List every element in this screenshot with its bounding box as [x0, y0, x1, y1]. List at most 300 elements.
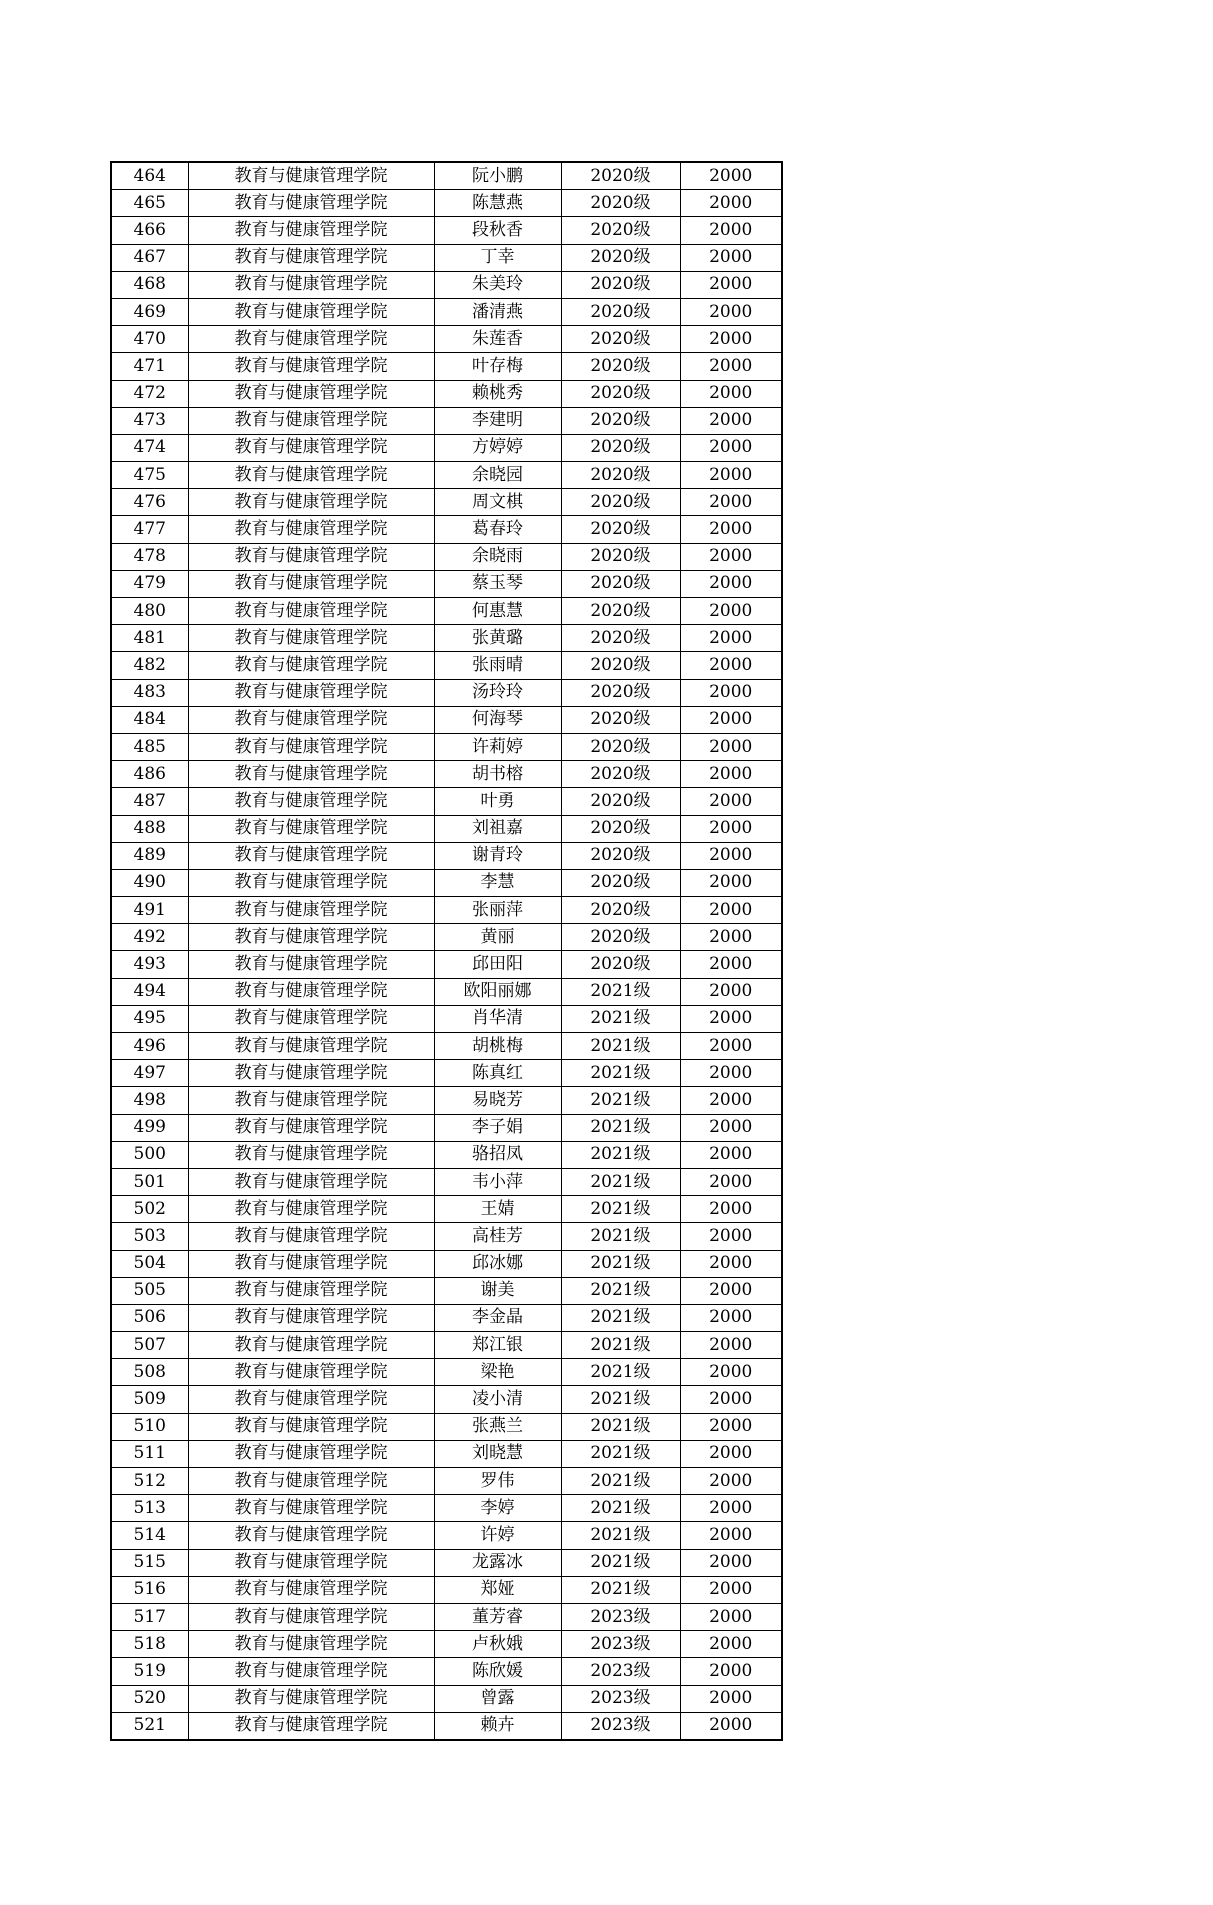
amount-cell: 2000: [680, 706, 782, 733]
table-row: [111, 869, 782, 896]
table-row: [111, 1277, 782, 1304]
student-name-cell: 李慧: [434, 869, 561, 896]
student-name-cell: 陈慧燕: [434, 190, 561, 217]
grade-cell: 2021级: [561, 1468, 680, 1495]
row-number-cell: 491: [111, 897, 188, 924]
grade-cell: 2020级: [561, 353, 680, 380]
grade-cell: 2020级: [561, 625, 680, 652]
amount-cell: 2000: [680, 842, 782, 869]
student-name-cell: 谢美: [434, 1277, 561, 1304]
table-row: [111, 1658, 782, 1685]
table-row: [111, 326, 782, 353]
amount-cell: 2000: [680, 1631, 782, 1658]
row-number-cell: 487: [111, 788, 188, 815]
table-row: [111, 1141, 782, 1168]
row-number-cell: 513: [111, 1495, 188, 1522]
grade-cell: 2023级: [561, 1658, 680, 1685]
college-cell: 教育与健康管理学院: [188, 570, 434, 597]
college-cell: 教育与健康管理学院: [188, 978, 434, 1005]
college-cell: 教育与健康管理学院: [188, 217, 434, 244]
grade-cell: 2020级: [561, 733, 680, 760]
student-name-cell: 余晓园: [434, 462, 561, 489]
student-name-cell: 余晓雨: [434, 543, 561, 570]
table-row: [111, 1332, 782, 1359]
student-name-cell: 曾露: [434, 1685, 561, 1712]
student-name-cell: 赖桃秀: [434, 380, 561, 407]
grade-cell: 2021级: [561, 1223, 680, 1250]
grade-cell: 2021级: [561, 1196, 680, 1223]
grade-cell: 2021级: [561, 1413, 680, 1440]
amount-cell: 2000: [680, 1087, 782, 1114]
student-name-cell: 葛春玲: [434, 516, 561, 543]
student-name-cell: 朱莲香: [434, 326, 561, 353]
grade-cell: 2021级: [561, 1386, 680, 1413]
college-cell: 教育与健康管理学院: [188, 625, 434, 652]
college-cell: 教育与健康管理学院: [188, 1304, 434, 1331]
college-cell: 教育与健康管理学院: [188, 1522, 434, 1549]
amount-cell: 2000: [680, 353, 782, 380]
student-name-cell: 韦小萍: [434, 1168, 561, 1195]
amount-cell: 2000: [680, 897, 782, 924]
table-row: [111, 924, 782, 951]
table-row: [111, 1304, 782, 1331]
college-cell: 教育与健康管理学院: [188, 761, 434, 788]
row-number-cell: 516: [111, 1576, 188, 1603]
amount-cell: 2000: [680, 625, 782, 652]
college-cell: 教育与健康管理学院: [188, 706, 434, 733]
college-cell: 教育与健康管理学院: [188, 1114, 434, 1141]
table-row: [111, 598, 782, 625]
amount-cell: 2000: [680, 1223, 782, 1250]
amount-cell: 2000: [680, 788, 782, 815]
row-number-cell: 473: [111, 407, 188, 434]
table-row: [111, 1522, 782, 1549]
table-body: [111, 162, 782, 1740]
amount-cell: 2000: [680, 815, 782, 842]
row-number-cell: 494: [111, 978, 188, 1005]
table-row: [111, 1168, 782, 1195]
student-name-cell: 张燕兰: [434, 1413, 561, 1440]
table-row: [111, 570, 782, 597]
student-name-cell: 叶勇: [434, 788, 561, 815]
row-number-cell: 464: [111, 162, 188, 190]
row-number-cell: 500: [111, 1141, 188, 1168]
row-number-cell: 469: [111, 298, 188, 325]
student-name-cell: 罗伟: [434, 1468, 561, 1495]
row-number-cell: 471: [111, 353, 188, 380]
college-cell: 教育与健康管理学院: [188, 1033, 434, 1060]
college-cell: 教育与健康管理学院: [188, 1250, 434, 1277]
student-name-cell: 李建明: [434, 407, 561, 434]
table-row: [111, 1386, 782, 1413]
row-number-cell: 495: [111, 1005, 188, 1032]
college-cell: 教育与健康管理学院: [188, 298, 434, 325]
grade-cell: 2020级: [561, 326, 680, 353]
row-number-cell: 508: [111, 1359, 188, 1386]
amount-cell: 2000: [680, 380, 782, 407]
college-cell: 教育与健康管理学院: [188, 1087, 434, 1114]
row-number-cell: 492: [111, 924, 188, 951]
amount-cell: 2000: [680, 679, 782, 706]
row-number-cell: 482: [111, 652, 188, 679]
amount-cell: 2000: [680, 543, 782, 570]
grade-cell: 2021级: [561, 1359, 680, 1386]
grade-cell: 2023级: [561, 1603, 680, 1630]
row-number-cell: 479: [111, 570, 188, 597]
college-cell: 教育与健康管理学院: [188, 842, 434, 869]
amount-cell: 2000: [680, 462, 782, 489]
grade-cell: 2021级: [561, 1576, 680, 1603]
student-name-cell: 何海琴: [434, 706, 561, 733]
college-cell: 教育与健康管理学院: [188, 1685, 434, 1712]
college-cell: 教育与健康管理学院: [188, 380, 434, 407]
amount-cell: 2000: [680, 978, 782, 1005]
amount-cell: 2000: [680, 761, 782, 788]
college-cell: 教育与健康管理学院: [188, 543, 434, 570]
college-cell: 教育与健康管理学院: [188, 733, 434, 760]
row-number-cell: 512: [111, 1468, 188, 1495]
grade-cell: 2020级: [561, 380, 680, 407]
table-row: [111, 217, 782, 244]
grade-cell: 2020级: [561, 924, 680, 951]
grade-cell: 2021级: [561, 1087, 680, 1114]
row-number-cell: 470: [111, 326, 188, 353]
grade-cell: 2020级: [561, 462, 680, 489]
student-name-cell: 谢青玲: [434, 842, 561, 869]
table-row: [111, 1495, 782, 1522]
row-number-cell: 496: [111, 1033, 188, 1060]
row-number-cell: 497: [111, 1060, 188, 1087]
student-name-cell: 凌小清: [434, 1386, 561, 1413]
student-name-cell: 许莉婷: [434, 733, 561, 760]
amount-cell: 2000: [680, 1114, 782, 1141]
table-row: [111, 706, 782, 733]
table-row: [111, 1685, 782, 1712]
grade-cell: 2021级: [561, 1033, 680, 1060]
student-name-cell: 黄丽: [434, 924, 561, 951]
row-number-cell: 476: [111, 489, 188, 516]
student-name-cell: 邱田阳: [434, 951, 561, 978]
row-number-cell: 499: [111, 1114, 188, 1141]
row-number-cell: 511: [111, 1440, 188, 1467]
table-row: [111, 897, 782, 924]
row-number-cell: 517: [111, 1603, 188, 1630]
table-row: [111, 1196, 782, 1223]
college-cell: 教育与健康管理学院: [188, 1359, 434, 1386]
grade-cell: 2021级: [561, 1332, 680, 1359]
grade-cell: 2020级: [561, 951, 680, 978]
college-cell: 教育与健康管理学院: [188, 1576, 434, 1603]
student-name-cell: 王婧: [434, 1196, 561, 1223]
grade-cell: 2020级: [561, 869, 680, 896]
amount-cell: 2000: [680, 190, 782, 217]
grade-cell: 2020级: [561, 652, 680, 679]
table-row: [111, 788, 782, 815]
amount-cell: 2000: [680, 1277, 782, 1304]
amount-cell: 2000: [680, 1386, 782, 1413]
student-name-cell: 朱美玲: [434, 271, 561, 298]
table-row: [111, 1223, 782, 1250]
student-name-cell: 何惠慧: [434, 598, 561, 625]
table-row: [111, 842, 782, 869]
table-row: [111, 679, 782, 706]
table-row: [111, 815, 782, 842]
grade-cell: 2020级: [561, 706, 680, 733]
row-number-cell: 501: [111, 1168, 188, 1195]
row-number-cell: 466: [111, 217, 188, 244]
student-name-cell: 段秋香: [434, 217, 561, 244]
student-name-cell: 郑江银: [434, 1332, 561, 1359]
row-number-cell: 475: [111, 462, 188, 489]
amount-cell: 2000: [680, 951, 782, 978]
grade-cell: 2020级: [561, 815, 680, 842]
table-row: [111, 1114, 782, 1141]
student-name-cell: 欧阳丽娜: [434, 978, 561, 1005]
student-name-cell: 肖华清: [434, 1005, 561, 1032]
row-number-cell: 510: [111, 1413, 188, 1440]
amount-cell: 2000: [680, 326, 782, 353]
student-name-cell: 李婷: [434, 1495, 561, 1522]
amount-cell: 2000: [680, 1468, 782, 1495]
college-cell: 教育与健康管理学院: [188, 1060, 434, 1087]
amount-cell: 2000: [680, 1033, 782, 1060]
student-name-cell: 张黄璐: [434, 625, 561, 652]
student-name-cell: 阮小鹏: [434, 162, 561, 190]
row-number-cell: 505: [111, 1277, 188, 1304]
college-cell: 教育与健康管理学院: [188, 1413, 434, 1440]
college-cell: 教育与健康管理学院: [188, 815, 434, 842]
college-cell: 教育与健康管理学院: [188, 1141, 434, 1168]
student-name-cell: 赖卉: [434, 1712, 561, 1740]
college-cell: 教育与健康管理学院: [188, 1658, 434, 1685]
grade-cell: 2021级: [561, 1440, 680, 1467]
student-name-cell: 高桂芳: [434, 1223, 561, 1250]
grade-cell: 2021级: [561, 1141, 680, 1168]
student-name-cell: 周文棋: [434, 489, 561, 516]
college-cell: 教育与健康管理学院: [188, 271, 434, 298]
table-row: [111, 543, 782, 570]
amount-cell: 2000: [680, 1603, 782, 1630]
grade-cell: 2020级: [561, 842, 680, 869]
table-row: [111, 1468, 782, 1495]
row-number-cell: 521: [111, 1712, 188, 1740]
amount-cell: 2000: [680, 652, 782, 679]
student-name-cell: 丁幸: [434, 244, 561, 271]
college-cell: 教育与健康管理学院: [188, 1495, 434, 1522]
college-cell: 教育与健康管理学院: [188, 244, 434, 271]
row-number-cell: 486: [111, 761, 188, 788]
table-row: [111, 733, 782, 760]
student-name-cell: 李子娟: [434, 1114, 561, 1141]
row-number-cell: 493: [111, 951, 188, 978]
table-row: [111, 1440, 782, 1467]
table-row: [111, 190, 782, 217]
college-cell: 教育与健康管理学院: [188, 1005, 434, 1032]
grade-cell: 2021级: [561, 1304, 680, 1331]
table-row: [111, 652, 782, 679]
student-name-cell: 许婷: [434, 1522, 561, 1549]
grade-cell: 2020级: [561, 543, 680, 570]
row-number-cell: 474: [111, 434, 188, 461]
college-cell: 教育与健康管理学院: [188, 1712, 434, 1740]
row-number-cell: 490: [111, 869, 188, 896]
college-cell: 教育与健康管理学院: [188, 462, 434, 489]
student-name-cell: 陈欣媛: [434, 1658, 561, 1685]
row-number-cell: 498: [111, 1087, 188, 1114]
grade-cell: 2020级: [561, 407, 680, 434]
table-row: [111, 1631, 782, 1658]
college-cell: 教育与健康管理学院: [188, 1223, 434, 1250]
college-cell: 教育与健康管理学院: [188, 1386, 434, 1413]
amount-cell: 2000: [680, 1440, 782, 1467]
table-row: [111, 244, 782, 271]
grade-cell: 2020级: [561, 489, 680, 516]
table-row: [111, 1576, 782, 1603]
grade-cell: 2021级: [561, 1495, 680, 1522]
amount-cell: 2000: [680, 733, 782, 760]
amount-cell: 2000: [680, 1413, 782, 1440]
table-row: [111, 162, 782, 190]
grade-cell: 2021级: [561, 1250, 680, 1277]
amount-cell: 2000: [680, 1060, 782, 1087]
college-cell: 教育与健康管理学院: [188, 897, 434, 924]
grade-cell: 2020级: [561, 761, 680, 788]
amount-cell: 2000: [680, 924, 782, 951]
amount-cell: 2000: [680, 570, 782, 597]
amount-cell: 2000: [680, 298, 782, 325]
college-cell: 教育与健康管理学院: [188, 869, 434, 896]
college-cell: 教育与健康管理学院: [188, 598, 434, 625]
grade-cell: 2020级: [561, 271, 680, 298]
college-cell: 教育与健康管理学院: [188, 679, 434, 706]
table-row: [111, 1087, 782, 1114]
row-number-cell: 483: [111, 679, 188, 706]
grade-cell: 2020级: [561, 679, 680, 706]
row-number-cell: 506: [111, 1304, 188, 1331]
amount-cell: 2000: [680, 598, 782, 625]
student-name-cell: 胡桃梅: [434, 1033, 561, 1060]
student-name-cell: 龙露冰: [434, 1549, 561, 1576]
table-row: [111, 1712, 782, 1740]
amount-cell: 2000: [680, 1658, 782, 1685]
grade-cell: 2020级: [561, 788, 680, 815]
row-number-cell: 472: [111, 380, 188, 407]
table-row: [111, 1060, 782, 1087]
student-name-cell: 汤玲玲: [434, 679, 561, 706]
amount-cell: 2000: [680, 1304, 782, 1331]
table-row: [111, 951, 782, 978]
college-cell: 教育与健康管理学院: [188, 434, 434, 461]
table-row: [111, 625, 782, 652]
amount-cell: 2000: [680, 1359, 782, 1386]
college-cell: 教育与健康管理学院: [188, 162, 434, 190]
amount-cell: 2000: [680, 1141, 782, 1168]
college-cell: 教育与健康管理学院: [188, 489, 434, 516]
grade-cell: 2020级: [561, 598, 680, 625]
grade-cell: 2021级: [561, 978, 680, 1005]
amount-cell: 2000: [680, 516, 782, 543]
table-row: [111, 407, 782, 434]
college-cell: 教育与健康管理学院: [188, 1468, 434, 1495]
student-list-table: [110, 161, 783, 1741]
student-name-cell: 邱冰娜: [434, 1250, 561, 1277]
table-row: [111, 1413, 782, 1440]
table-row: [111, 1033, 782, 1060]
amount-cell: 2000: [680, 1685, 782, 1712]
amount-cell: 2000: [680, 1522, 782, 1549]
college-cell: 教育与健康管理学院: [188, 1332, 434, 1359]
row-number-cell: 484: [111, 706, 188, 733]
college-cell: 教育与健康管理学院: [188, 652, 434, 679]
student-name-cell: 方婷婷: [434, 434, 561, 461]
grade-cell: 2021级: [561, 1522, 680, 1549]
amount-cell: 2000: [680, 1005, 782, 1032]
college-cell: 教育与健康管理学院: [188, 1549, 434, 1576]
amount-cell: 2000: [680, 1196, 782, 1223]
student-name-cell: 陈真红: [434, 1060, 561, 1087]
college-cell: 教育与健康管理学院: [188, 190, 434, 217]
grade-cell: 2021级: [561, 1005, 680, 1032]
table-row: [111, 978, 782, 1005]
grade-cell: 2020级: [561, 897, 680, 924]
table-row: [111, 489, 782, 516]
grade-cell: 2021级: [561, 1277, 680, 1304]
table-row: [111, 1005, 782, 1032]
college-cell: 教育与健康管理学院: [188, 407, 434, 434]
student-name-cell: 刘祖嘉: [434, 815, 561, 842]
amount-cell: 2000: [680, 1168, 782, 1195]
row-number-cell: 504: [111, 1250, 188, 1277]
row-number-cell: 478: [111, 543, 188, 570]
grade-cell: 2020级: [561, 298, 680, 325]
table-row: [111, 1549, 782, 1576]
row-number-cell: 509: [111, 1386, 188, 1413]
student-name-cell: 胡书榕: [434, 761, 561, 788]
student-name-cell: 郑娅: [434, 1576, 561, 1603]
grade-cell: 2020级: [561, 434, 680, 461]
row-number-cell: 488: [111, 815, 188, 842]
table-row: [111, 434, 782, 461]
table-row: [111, 462, 782, 489]
grade-cell: 2023级: [561, 1712, 680, 1740]
amount-cell: 2000: [680, 407, 782, 434]
table-row: [111, 1250, 782, 1277]
amount-cell: 2000: [680, 1495, 782, 1522]
student-name-cell: 张雨晴: [434, 652, 561, 679]
table-row: [111, 516, 782, 543]
student-name-cell: 骆招凤: [434, 1141, 561, 1168]
college-cell: 教育与健康管理学院: [188, 951, 434, 978]
grade-cell: 2023级: [561, 1631, 680, 1658]
row-number-cell: 477: [111, 516, 188, 543]
table-row: [111, 1359, 782, 1386]
amount-cell: 2000: [680, 869, 782, 896]
amount-cell: 2000: [680, 217, 782, 244]
college-cell: 教育与健康管理学院: [188, 788, 434, 815]
college-cell: 教育与健康管理学院: [188, 1196, 434, 1223]
grade-cell: 2020级: [561, 162, 680, 190]
student-name-cell: 梁艳: [434, 1359, 561, 1386]
grade-cell: 2020级: [561, 570, 680, 597]
grade-cell: 2020级: [561, 217, 680, 244]
row-number-cell: 480: [111, 598, 188, 625]
student-name-cell: 潘清燕: [434, 298, 561, 325]
row-number-cell: 507: [111, 1332, 188, 1359]
college-cell: 教育与健康管理学院: [188, 1168, 434, 1195]
amount-cell: 2000: [680, 434, 782, 461]
college-cell: 教育与健康管理学院: [188, 516, 434, 543]
amount-cell: 2000: [680, 1250, 782, 1277]
